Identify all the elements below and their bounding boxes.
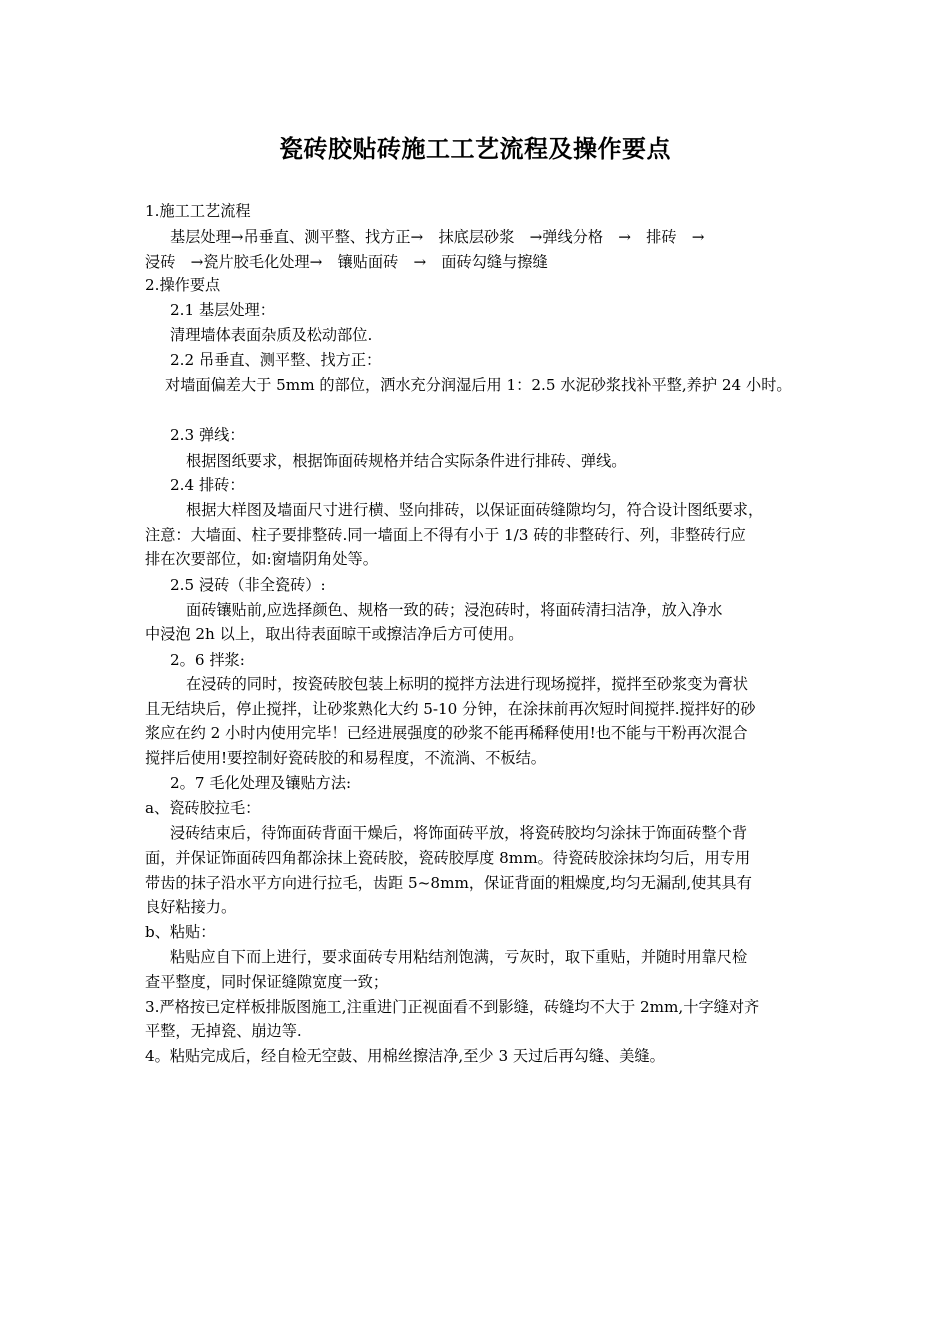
subsection-heading: b、粘贴：: [145, 923, 216, 941]
paragraph-line: 面砖镶贴前,应选择颜色、规格一致的砖；浸泡砖时，将面砖清扫洁净，放入净水: [186, 601, 723, 619]
paragraph-line: 根据大样图及墙面尺寸进行横、竖向排砖，以保证面砖缝隙均匀，符合设计图纸要求，: [186, 501, 764, 519]
paragraph-line: 4。粘贴完成后，经自检无空鼓、用棉丝擦洁净,至少 3 天过后再勾缝、美缝。: [145, 1047, 665, 1065]
paragraph-line: 且无结块后，停止搅拌，让砂浆熟化大约 5-10 分钟，在涂抹前再次短时间搅拌.搅拌好的砂: [145, 700, 756, 718]
paragraph-line: 浆应在约 2 小时内使用完毕！已经进展强度的砂浆不能再稀释使用!也不能与干粉再次混合: [145, 724, 748, 742]
subsection-heading: 2。7 毛化处理及镶贴方法:: [170, 774, 352, 792]
paragraph-line: 浸砖结束后，待饰面砖背面干燥后，将饰面砖平放，将瓷砖胶均匀涂抹于饰面砖整个背: [170, 824, 748, 842]
paragraph-line: 搅拌后使用!要控制好瓷砖胶的和易程度，不流淌、不板结。: [145, 749, 546, 767]
paragraph-line: 注意：大墙面、柱子要排整砖.同一墙面上不得有小于 1/3 砖的非整砖行、列，非整砖行应: [145, 526, 746, 544]
paragraph-line: 查平整度，同时保证缝隙宽度一致；: [145, 973, 388, 991]
subsection-heading: 2.1 基层处理：: [170, 301, 275, 319]
subsection-heading: 2.3 弹线：: [170, 426, 245, 444]
paragraph-line: 平整，无掉瓷、崩边等.: [145, 1022, 302, 1040]
paragraph-line: 对墙面偏差大于 5mm 的部位，洒水充分润湿后用 1：2.5 水泥砂浆找补平整,养护 24 小时。: [165, 376, 792, 394]
paragraph-line: 排在次要部位，如:窗墙阴角处等。: [145, 550, 378, 568]
paragraph-line: 根据图纸要求，根据饰面砖规格并结合实际条件进行排砖、弹线。: [186, 452, 627, 470]
section-heading-key-points: 2.操作要点: [145, 276, 221, 294]
subsection-heading: 2.5 浸砖（非全瓷砖）:: [170, 576, 326, 594]
paragraph-line: 3.严格按已定样板排版图施工,注重进门正视面看不到影缝，砖缝均不大于 2mm,十字缝对齐: [145, 998, 760, 1016]
subsection-heading: 2。6 拌浆:: [170, 651, 245, 669]
paragraph-line: 粘贴应自下而上进行，要求面砖专用粘结剂饱满，亏灰时，取下重贴，并随时用靠尺检: [170, 948, 748, 966]
paragraph-line: 浸砖 →瓷片胶毛化处理→ 镶贴面砖 → 面砖勾缝与擦缝: [145, 253, 548, 271]
section-heading-process: 1.施工工艺流程: [145, 202, 251, 220]
paragraph-line: 带齿的抹子沿水平方向进行拉毛，齿距 5~8mm，保证背面的粗燥度,均匀无漏刮,使其具有: [145, 874, 752, 892]
subsection-heading: a、瓷砖胶拉毛：: [145, 799, 261, 817]
paragraph-line: 中浸泡 2h 以上，取出待表面晾干或擦洁净后方可使用。: [145, 625, 524, 643]
document-title: 瓷砖胶贴砖施工工艺流程及操作要点: [279, 134, 671, 163]
paragraph-line: 面，并保证饰面砖四角都涂抹上瓷砖胶，瓷砖胶厚度 8mm。待瓷砖胶涂抹均匀后，用专用: [145, 849, 751, 867]
paragraph-line: 清理墙体表面杂质及松动部位.: [170, 326, 373, 344]
subsection-heading: 2.2 吊垂直、测平整、找方正：: [170, 351, 382, 369]
paragraph-line: 基层处理→吊垂直、测平整、找方正→ 抹底层砂浆 →弹线分格 → 排砖 →: [170, 228, 705, 246]
paragraph-line: 在浸砖的同时，按瓷砖胶包装上标明的搅拌方法进行现场搅拌，搅拌至砂浆变为膏状: [186, 675, 748, 693]
paragraph-line: 良好粘接力。: [145, 898, 237, 916]
subsection-heading: 2.4 排砖：: [170, 476, 245, 494]
